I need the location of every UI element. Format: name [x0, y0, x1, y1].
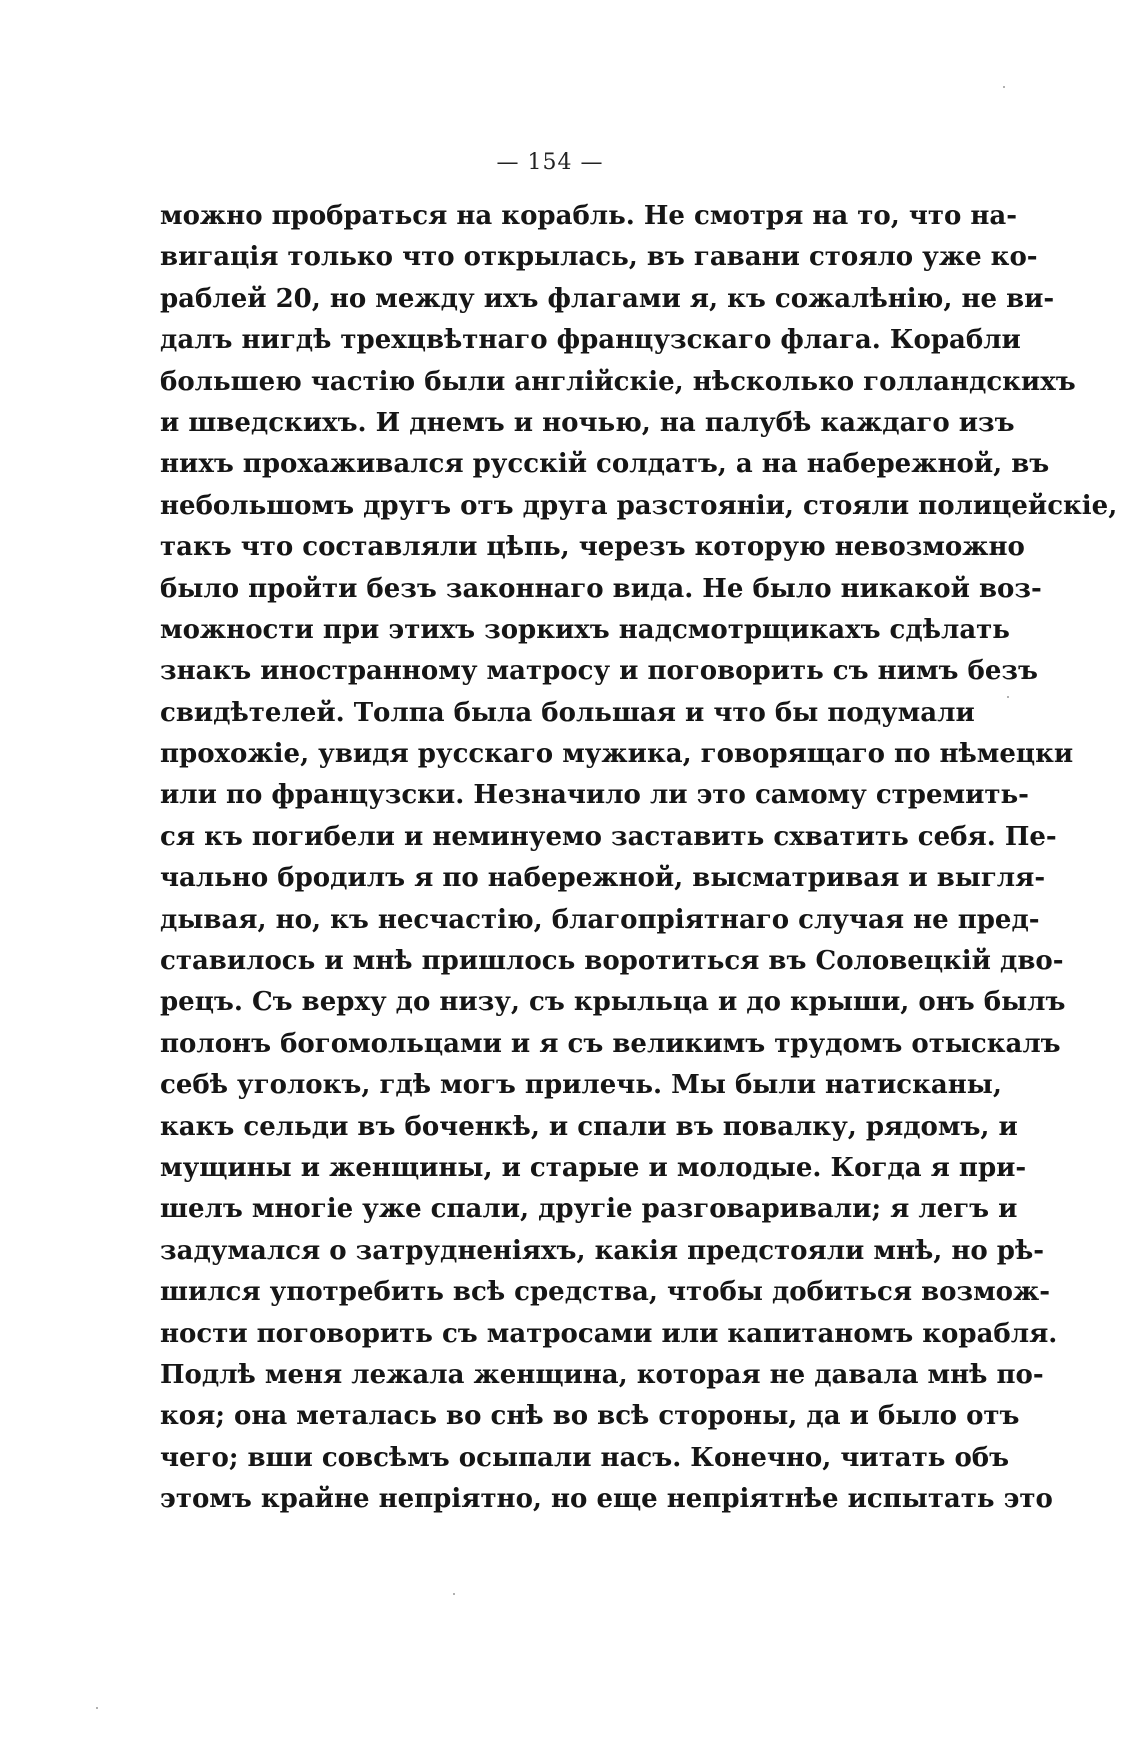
text-line: какъ сельди въ боченкѣ, и спали въ повалку, рядомъ, и: [160, 1111, 1018, 1142]
text-line: чально бродилъ я по набережной, высматривая и выгля-: [160, 863, 1046, 894]
text-line: далъ нигдѣ трехцвѣтнаго французскаго флага. Корабли: [160, 325, 1021, 356]
text-line: или по французски. Незначило ли это самому стремить-: [160, 780, 1029, 811]
text-line: шелъ многiе уже спали, другiе разговаривали; я легъ и: [160, 1194, 1018, 1225]
text-line: нихъ прохаживался русскiй солдатъ, а на набережной, въ: [160, 449, 1050, 480]
text-line: большею частiю были англiйскiе, нѣсколько голландскихъ: [160, 366, 1076, 397]
text-line: такъ что составляли цѣпь, черезъ которую невозможно: [160, 532, 1025, 563]
text-line: и шведскихъ. И днемъ и ночью, на палубѣ каждаго изъ: [160, 407, 1015, 438]
text-line: свидѣтелей. Толпа была большая и что бы подумали: [160, 697, 975, 728]
text-line: небольшомъ другъ отъ друга разстоянiи, стояли полицейскiе,: [160, 490, 1118, 521]
text-line: вигацiя только что открылась, въ гавани стояло уже ко-: [160, 242, 1038, 273]
text-line: мущины и женщины, и старые и молодые. Когда я при-: [160, 1152, 1027, 1183]
text-line: было пройти безъ законнаго вида. Не было никакой воз-: [160, 573, 1042, 604]
text-line: прохожiе, увидя русскаго мужика, говорящаго по нѣмецки: [160, 739, 1074, 770]
scan-speck: [1007, 696, 1009, 698]
text-line: Подлѣ меня лежала женщина, которая не давала мнѣ по-: [160, 1359, 1044, 1390]
text-line: знакъ иностранному матросу и поговорить съ нимъ безъ: [160, 656, 1038, 687]
text-line: ности поговорить съ матросами или капитаномъ корабля.: [160, 1318, 1058, 1349]
text-line: чего; вши совсѣмъ осыпали насъ. Конечно, читать объ: [160, 1442, 1010, 1473]
text-line: ся къ погибели и неминуемо заставить схватить себя. Пе-: [160, 821, 1057, 852]
text-line: можно пробраться на корабль. Не смотря на то, что на-: [160, 201, 1018, 231]
text-line: шился употребить всѣ средства, чтобы добиться возмож-: [160, 1277, 1051, 1308]
text-line: задумался о затрудненiяхъ, какiя предстояли мнѣ, но рѣ-: [160, 1235, 1045, 1266]
scan-speck: [1003, 86, 1005, 88]
text-line: коя; она металась во снѣ во всѣ стороны, да и было отъ: [160, 1401, 1020, 1432]
body-text: [160, 196, 1118, 1521]
text-line: этомъ крайне непрiятно, но еще непрiятнѣе испытать это: [160, 1484, 1053, 1515]
text-line: себѣ уголокъ, гдѣ могъ прилечь. Мы были натисканы,: [160, 1070, 1002, 1101]
text-line: рецъ. Съ верху до низу, съ крыльца и до крыши, онъ былъ: [160, 987, 1066, 1018]
page-number: — 154 —: [496, 150, 604, 175]
text-line: раблей 20, но между ихъ флагами я, къ сожалѣнiю, не ви-: [160, 283, 1055, 314]
text-line: можности при этихъ зоркихъ надсмотрщикахъ сдѣлать: [160, 614, 1010, 645]
scan-speck: [96, 1707, 98, 1709]
scan-speck: [453, 1593, 455, 1595]
text-line: ставилось и мнѣ пришлось воротиться въ Соловецкiй дво-: [160, 946, 1064, 977]
text-line: полонъ богомольцами и я съ великимъ трудомъ отыскалъ: [160, 1028, 1061, 1059]
text-line: дывая, но, къ несчастiю, благопрiятнаго случая не пред-: [160, 904, 1040, 935]
